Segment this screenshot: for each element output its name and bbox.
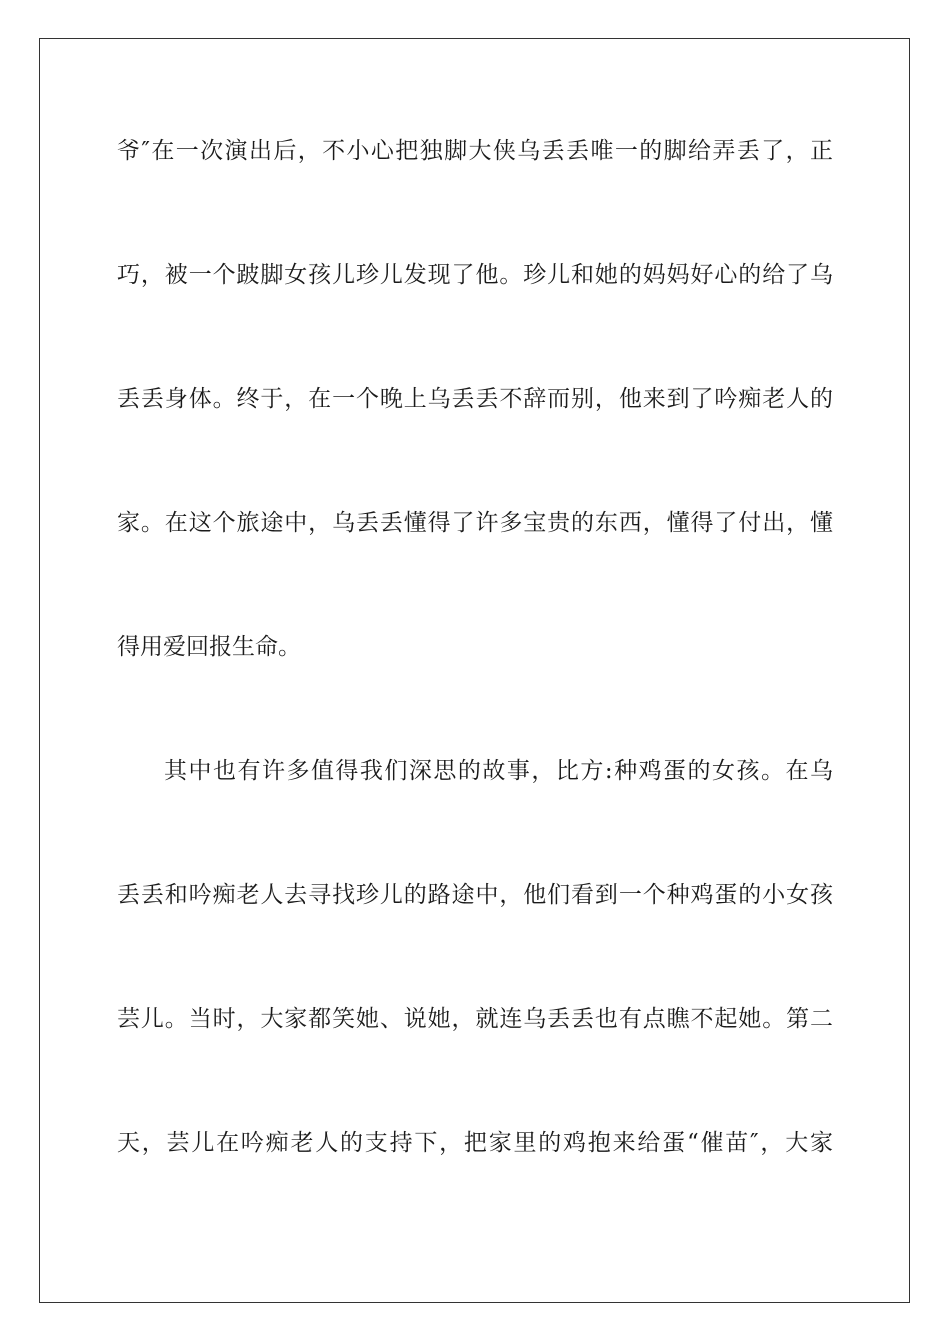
text-line-5: 得用爱回报生命。	[117, 634, 301, 660]
page-border	[39, 38, 910, 1303]
text-line-3: 丢丢身体。终于，在一个晚上乌丢丢不辞而别，他来到了吟痴老人的	[117, 386, 833, 412]
text-line-9: 天，芸儿在吟痴老人的支持下，把家里的鸡抱来给蛋“催苗″，大家	[117, 1130, 833, 1156]
text-line-4: 家。在这个旅途中，乌丢丢懂得了许多宝贵的东西，懂得了付出，懂	[117, 510, 833, 536]
text-line-8: 芸儿。当时，大家都笑她、说她，就连乌丢丢也有点瞧不起她。第二	[117, 1006, 833, 1032]
text-line-6: 其中也有许多值得我们深思的故事，比方:种鸡蛋的女孩。在乌	[164, 758, 833, 784]
text-line-7: 丢丢和吟痴老人去寻找珍儿的路途中，他们看到一个种鸡蛋的小女孩	[117, 882, 833, 908]
text-line-2: 巧，被一个跛脚女孩儿珍儿发现了他。珍儿和她的妈妈好心的给了乌	[117, 262, 833, 288]
text-line-1: 爷″在一次演出后，不小心把独脚大侠乌丢丢唯一的脚给弄丢了，正	[117, 138, 833, 164]
